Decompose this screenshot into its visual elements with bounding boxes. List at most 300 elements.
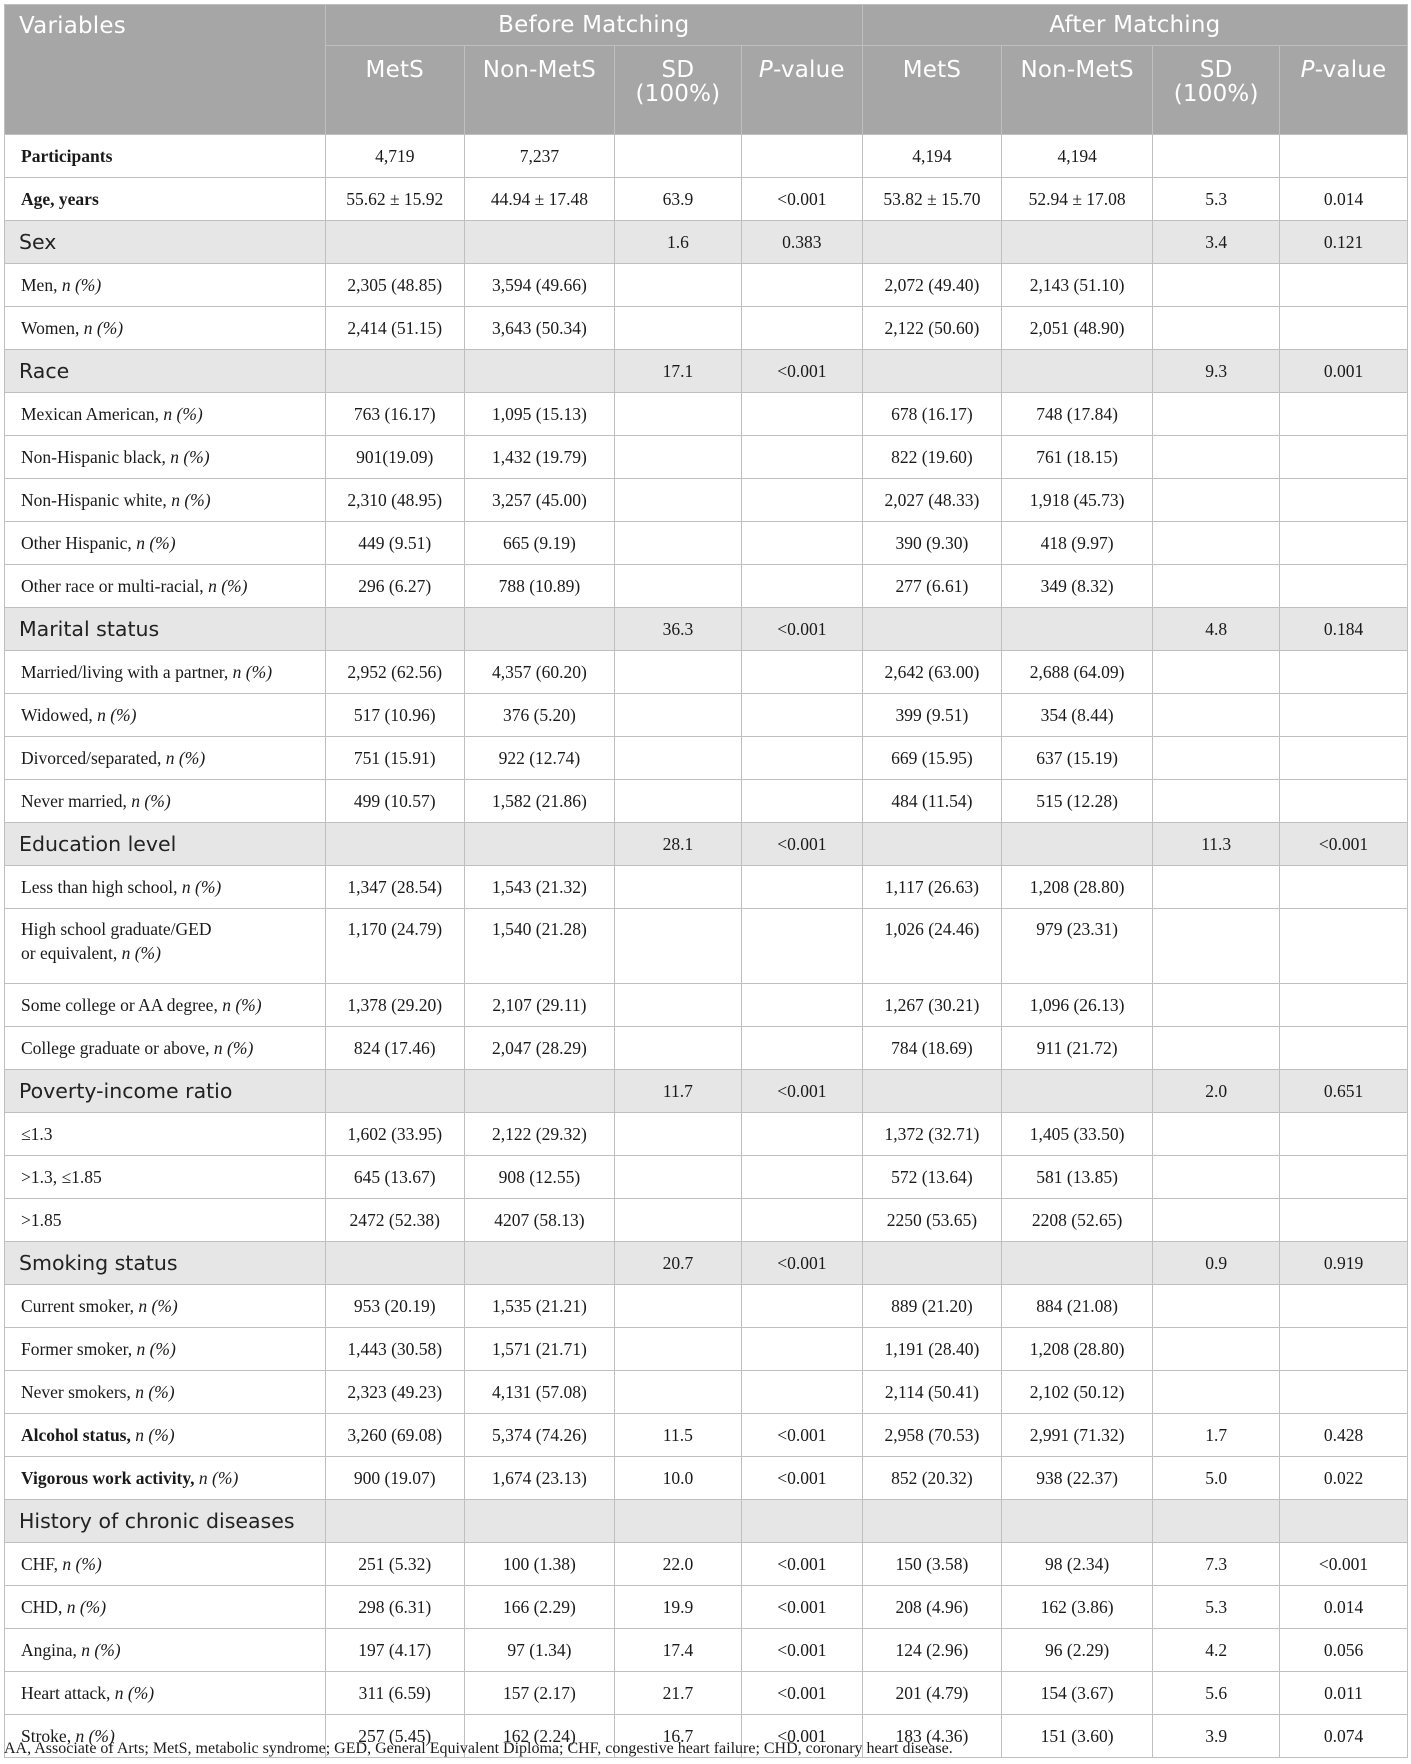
cell-sd-after: 0.9 bbox=[1153, 1242, 1280, 1285]
cell-mets-before: 2,952 (62.56) bbox=[325, 651, 464, 694]
table-row bbox=[5, 1113, 1408, 1156]
cell-nonmets-before: 1,095 (15.13) bbox=[464, 393, 614, 436]
cell-nonmets-before: 166 (2.29) bbox=[464, 1586, 614, 1629]
cell-nonmets-before: 1,432 (19.79) bbox=[464, 436, 614, 479]
cell-mets-before bbox=[325, 1242, 464, 1285]
cell-mets-before: 311 (6.59) bbox=[325, 1672, 464, 1715]
cell-sd-after bbox=[1153, 1199, 1280, 1242]
row-label-suffix: n (%) bbox=[222, 994, 262, 1015]
cell-p-before bbox=[741, 984, 862, 1027]
cell-p-after bbox=[1280, 1500, 1408, 1543]
cell-nonmets-after: 761 (18.15) bbox=[1001, 436, 1152, 479]
cell-mets-after: 277 (6.61) bbox=[862, 565, 1001, 608]
cell-nonmets-before: 908 (12.55) bbox=[464, 1156, 614, 1199]
cell-p-before: <0.001 bbox=[741, 1414, 862, 1457]
cell-sd-after bbox=[1153, 393, 1280, 436]
row-label-text: History of chronic diseases bbox=[19, 1509, 295, 1533]
cell-mets-after: 822 (19.60) bbox=[862, 436, 1001, 479]
cell-p-after: 0.014 bbox=[1280, 178, 1408, 221]
cell-p-before bbox=[741, 436, 862, 479]
row-label bbox=[5, 1328, 326, 1371]
cell-sd-after: 4.8 bbox=[1153, 608, 1280, 651]
row-label bbox=[5, 1414, 326, 1457]
row-label bbox=[5, 1070, 326, 1113]
cell-mets-after: 572 (13.64) bbox=[862, 1156, 1001, 1199]
cell-nonmets-after: 2,991 (71.32) bbox=[1001, 1414, 1152, 1457]
cell-sd-after: 9.3 bbox=[1153, 350, 1280, 393]
cell-nonmets-before: 3,643 (50.34) bbox=[464, 307, 614, 350]
cell-p-after: 0.184 bbox=[1280, 608, 1408, 651]
row-label-text: >1.85 bbox=[21, 1209, 62, 1230]
cell-p-after bbox=[1280, 1113, 1408, 1156]
row-label bbox=[5, 522, 326, 565]
section-row bbox=[5, 1070, 1408, 1113]
row-label-text: Poverty-income ratio bbox=[19, 1079, 233, 1103]
header-group-before: Before Matching bbox=[325, 5, 862, 46]
section-row bbox=[5, 221, 1408, 264]
table-row bbox=[5, 1457, 1408, 1500]
cell-mets-after: 852 (20.32) bbox=[862, 1457, 1001, 1500]
cell-sd-after: 3.9 bbox=[1153, 1715, 1280, 1758]
cell-mets-after: 2,958 (70.53) bbox=[862, 1414, 1001, 1457]
table-row bbox=[5, 307, 1408, 350]
cell-nonmets-after: 52.94 ± 17.08 bbox=[1001, 178, 1152, 221]
cell-mets-after: 1,117 (26.63) bbox=[862, 866, 1001, 909]
table-row bbox=[5, 479, 1408, 522]
row-label-suffix: n (%) bbox=[213, 1037, 254, 1058]
cell-mets-before: 2,323 (49.23) bbox=[325, 1371, 464, 1414]
table-row bbox=[5, 1285, 1408, 1328]
row-label bbox=[5, 1500, 326, 1543]
cell-p-after bbox=[1280, 393, 1408, 436]
cell-p-before: <0.001 bbox=[741, 1715, 862, 1758]
cell-mets-before: 900 (19.07) bbox=[325, 1457, 464, 1500]
row-label-text: Current smoker, bbox=[21, 1295, 139, 1316]
cell-nonmets-before bbox=[464, 608, 614, 651]
table-row bbox=[5, 264, 1408, 307]
cell-nonmets-before: 2,122 (29.32) bbox=[464, 1113, 614, 1156]
row-label-text: Mexican American, bbox=[21, 403, 164, 424]
cell-sd-after: 5.0 bbox=[1153, 1457, 1280, 1500]
cell-sd-before: 11.5 bbox=[615, 1414, 742, 1457]
cell-p-after bbox=[1280, 307, 1408, 350]
cell-nonmets-after bbox=[1001, 1070, 1152, 1113]
row-label bbox=[5, 737, 326, 780]
cell-nonmets-after: 1,405 (33.50) bbox=[1001, 1113, 1152, 1156]
row-label-text: ≤1.3 bbox=[21, 1123, 53, 1144]
row-label bbox=[5, 694, 326, 737]
cell-nonmets-before: 100 (1.38) bbox=[464, 1543, 614, 1586]
row-label-text: Other Hispanic, bbox=[21, 532, 137, 553]
cell-sd-before: 1.6 bbox=[615, 221, 742, 264]
cell-p-before bbox=[741, 393, 862, 436]
row-label-text: Non-Hispanic black, bbox=[21, 446, 171, 467]
cell-nonmets-before bbox=[464, 1500, 614, 1543]
cell-p-before bbox=[741, 1199, 862, 1242]
row-label-suffix: n (%) bbox=[170, 446, 210, 467]
cell-sd-after bbox=[1153, 565, 1280, 608]
cell-p-before: <0.001 bbox=[741, 178, 862, 221]
cell-sd-before: 20.7 bbox=[615, 1242, 742, 1285]
table-row bbox=[5, 1371, 1408, 1414]
row-label-suffix: n (%) bbox=[81, 1639, 121, 1660]
cell-mets-before: 517 (10.96) bbox=[325, 694, 464, 737]
cell-nonmets-before: 2,107 (29.11) bbox=[464, 984, 614, 1027]
cell-p-after: 0.428 bbox=[1280, 1414, 1408, 1457]
cell-sd-before bbox=[615, 1371, 742, 1414]
cell-nonmets-after: 151 (3.60) bbox=[1001, 1715, 1152, 1758]
cell-p-after bbox=[1280, 522, 1408, 565]
row-label-text: Heart attack, bbox=[21, 1682, 115, 1703]
section-row bbox=[5, 823, 1408, 866]
cell-mets-after bbox=[862, 221, 1001, 264]
cell-sd-before bbox=[615, 565, 742, 608]
row-label-suffix: n (%) bbox=[163, 403, 203, 424]
table-row bbox=[5, 1414, 1408, 1457]
row-label-text: Stroke, bbox=[21, 1725, 76, 1746]
cell-sd-after: 1.7 bbox=[1153, 1414, 1280, 1457]
row-label-text: Alcohol status, bbox=[21, 1424, 136, 1445]
cell-sd-before bbox=[615, 1328, 742, 1371]
cell-p-before: <0.001 bbox=[741, 1457, 862, 1500]
row-label bbox=[5, 866, 326, 909]
cell-mets-before: 251 (5.32) bbox=[325, 1543, 464, 1586]
cell-mets-after: 201 (4.79) bbox=[862, 1672, 1001, 1715]
cell-sd-after bbox=[1153, 866, 1280, 909]
row-label bbox=[5, 1156, 326, 1199]
cell-nonmets-after bbox=[1001, 608, 1152, 651]
row-label-suffix: n (%) bbox=[121, 943, 161, 963]
table-row bbox=[5, 1672, 1408, 1715]
cell-p-before: <0.001 bbox=[741, 1543, 862, 1586]
row-label-text: Smoking status bbox=[19, 1251, 178, 1275]
cell-mets-before: 55.62 ± 15.92 bbox=[325, 178, 464, 221]
cell-nonmets-after: 418 (9.97) bbox=[1001, 522, 1152, 565]
row-label bbox=[5, 1629, 326, 1672]
row-label bbox=[5, 1285, 326, 1328]
cell-sd-before: 36.3 bbox=[615, 608, 742, 651]
cell-sd-after bbox=[1153, 522, 1280, 565]
cell-p-before bbox=[741, 522, 862, 565]
cell-nonmets-after bbox=[1001, 1242, 1152, 1285]
cell-p-after: 0.011 bbox=[1280, 1672, 1408, 1715]
cell-sd-after: 5.6 bbox=[1153, 1672, 1280, 1715]
cell-mets-after: 399 (9.51) bbox=[862, 694, 1001, 737]
cell-p-before bbox=[741, 1027, 862, 1070]
cell-sd-after bbox=[1153, 909, 1280, 984]
row-label-suffix: n (%) bbox=[114, 1682, 155, 1703]
cell-mets-after bbox=[862, 350, 1001, 393]
cell-p-before: <0.001 bbox=[741, 608, 862, 651]
cell-sd-before bbox=[615, 307, 742, 350]
cell-p-after: 0.022 bbox=[1280, 1457, 1408, 1500]
row-label-suffix: n (%) bbox=[208, 575, 248, 596]
cell-sd-before bbox=[615, 393, 742, 436]
cell-sd-after bbox=[1153, 1027, 1280, 1070]
row-label-text: Vigorous work activity, bbox=[21, 1467, 199, 1488]
cell-p-before bbox=[741, 1328, 862, 1371]
cell-nonmets-after: 1,208 (28.80) bbox=[1001, 866, 1152, 909]
row-label bbox=[5, 307, 326, 350]
cell-sd-before: 19.9 bbox=[615, 1586, 742, 1629]
cell-nonmets-after: 515 (12.28) bbox=[1001, 780, 1152, 823]
row-label-text: Never smokers, bbox=[21, 1381, 136, 1402]
cell-sd-after bbox=[1153, 694, 1280, 737]
cell-sd-before bbox=[615, 436, 742, 479]
cell-p-after bbox=[1280, 1156, 1408, 1199]
cell-nonmets-after: 162 (3.86) bbox=[1001, 1586, 1152, 1629]
cell-mets-before bbox=[325, 1500, 464, 1543]
header-col-mets-after: MetS bbox=[862, 46, 1001, 135]
row-label bbox=[5, 264, 326, 307]
cell-nonmets-before bbox=[464, 1070, 614, 1113]
row-label bbox=[5, 1371, 326, 1414]
cell-sd-after bbox=[1153, 651, 1280, 694]
cell-nonmets-after: 98 (2.34) bbox=[1001, 1543, 1152, 1586]
cell-nonmets-before: 44.94 ± 17.48 bbox=[464, 178, 614, 221]
cell-sd-after bbox=[1153, 307, 1280, 350]
row-label-text: Married/living with a partner, bbox=[21, 661, 233, 682]
cell-mets-after: 4,194 bbox=[862, 135, 1001, 178]
cell-sd-after: 11.3 bbox=[1153, 823, 1280, 866]
cell-nonmets-after bbox=[1001, 350, 1152, 393]
row-label bbox=[5, 350, 326, 393]
row-label-suffix: n (%) bbox=[66, 1596, 107, 1617]
row-label-suffix: n (%) bbox=[165, 747, 206, 768]
cell-nonmets-after: 2,688 (64.09) bbox=[1001, 651, 1152, 694]
cell-sd-before bbox=[615, 264, 742, 307]
row-label-text: Sex bbox=[19, 230, 57, 254]
cell-mets-after: 183 (4.36) bbox=[862, 1715, 1001, 1758]
cell-nonmets-before: 1,582 (21.86) bbox=[464, 780, 614, 823]
cell-p-before: <0.001 bbox=[741, 1672, 862, 1715]
cell-mets-after: 124 (2.96) bbox=[862, 1629, 1001, 1672]
row-label bbox=[5, 823, 326, 866]
cell-sd-before bbox=[615, 1500, 742, 1543]
row-label-suffix: n (%) bbox=[136, 1338, 176, 1359]
table-row bbox=[5, 1629, 1408, 1672]
cell-nonmets-after: 2208 (52.65) bbox=[1001, 1199, 1152, 1242]
cell-nonmets-before: 97 (1.34) bbox=[464, 1629, 614, 1672]
cell-p-after: <0.001 bbox=[1280, 823, 1408, 866]
row-label-text: Education level bbox=[19, 832, 177, 856]
row-label bbox=[5, 1543, 326, 1586]
cell-mets-before: 3,260 (69.08) bbox=[325, 1414, 464, 1457]
section-row bbox=[5, 350, 1408, 393]
cell-p-after bbox=[1280, 866, 1408, 909]
row-label-text: Participants bbox=[21, 145, 113, 166]
row-label-text: Former smoker, bbox=[21, 1338, 137, 1359]
cell-p-before bbox=[741, 909, 862, 984]
cell-sd-before bbox=[615, 1156, 742, 1199]
row-label bbox=[5, 1027, 326, 1070]
cell-p-after bbox=[1280, 737, 1408, 780]
cell-sd-after bbox=[1153, 135, 1280, 178]
cell-sd-before: 11.7 bbox=[615, 1070, 742, 1113]
cell-mets-after: 208 (4.96) bbox=[862, 1586, 1001, 1629]
cell-mets-after: 678 (16.17) bbox=[862, 393, 1001, 436]
row-label-text: CHF, bbox=[21, 1553, 63, 1574]
cell-p-before bbox=[741, 651, 862, 694]
row-label bbox=[5, 479, 326, 522]
table-row bbox=[5, 522, 1408, 565]
cell-p-after bbox=[1280, 1328, 1408, 1371]
cell-sd-before bbox=[615, 1285, 742, 1328]
row-label-text: Divorced/separated, bbox=[21, 747, 166, 768]
cell-mets-before: 824 (17.46) bbox=[325, 1027, 464, 1070]
row-label-text: Less than high school, bbox=[21, 876, 182, 897]
row-label bbox=[5, 1457, 326, 1500]
table-row bbox=[5, 694, 1408, 737]
cell-nonmets-before: 157 (2.17) bbox=[464, 1672, 614, 1715]
cell-mets-after bbox=[862, 823, 1001, 866]
row-label-text: CHD, bbox=[21, 1596, 67, 1617]
table-row bbox=[5, 135, 1408, 178]
row-label-suffix: n (%) bbox=[135, 1381, 175, 1402]
cell-nonmets-after: 1,096 (26.13) bbox=[1001, 984, 1152, 1027]
cell-nonmets-before: 1,543 (21.32) bbox=[464, 866, 614, 909]
cell-p-before bbox=[741, 780, 862, 823]
cell-mets-after: 390 (9.30) bbox=[862, 522, 1001, 565]
table-footnote: AA, Associate of Arts; MetS, metabolic syndrome; GED, General Equivalent Diploma; CHF, congestive heart failure; CHD, coronary heart disease. bbox=[4, 1740, 953, 1757]
row-label bbox=[5, 1113, 326, 1156]
cell-sd-after: 5.3 bbox=[1153, 178, 1280, 221]
cell-p-before bbox=[741, 1285, 862, 1328]
cell-p-after bbox=[1280, 1027, 1408, 1070]
cell-mets-before: 901(19.09) bbox=[325, 436, 464, 479]
header-col-p-value-after: P-value bbox=[1280, 46, 1408, 135]
cell-mets-after bbox=[862, 608, 1001, 651]
cell-mets-before: 197 (4.17) bbox=[325, 1629, 464, 1672]
table-row bbox=[5, 393, 1408, 436]
cell-nonmets-after: 2,143 (51.10) bbox=[1001, 264, 1152, 307]
cell-mets-before: 296 (6.27) bbox=[325, 565, 464, 608]
cell-p-after: 0.001 bbox=[1280, 350, 1408, 393]
cell-p-after bbox=[1280, 436, 1408, 479]
cell-nonmets-before: 788 (10.89) bbox=[464, 565, 614, 608]
cell-p-after bbox=[1280, 1199, 1408, 1242]
section-row bbox=[5, 1242, 1408, 1285]
cell-p-after: 0.919 bbox=[1280, 1242, 1408, 1285]
cell-mets-after bbox=[862, 1242, 1001, 1285]
cell-sd-after bbox=[1153, 1285, 1280, 1328]
cell-mets-before: 1,443 (30.58) bbox=[325, 1328, 464, 1371]
table-row bbox=[5, 737, 1408, 780]
cell-nonmets-after: 911 (21.72) bbox=[1001, 1027, 1152, 1070]
cell-sd-before bbox=[615, 984, 742, 1027]
cell-p-before: <0.001 bbox=[741, 1070, 862, 1113]
cell-mets-before: 645 (13.67) bbox=[325, 1156, 464, 1199]
cell-sd-before bbox=[615, 522, 742, 565]
row-label bbox=[5, 436, 326, 479]
cell-p-after bbox=[1280, 780, 1408, 823]
header-col-non-mets-before: Non-MetS bbox=[464, 46, 614, 135]
baseline-characteristics-table bbox=[4, 4, 1408, 1758]
cell-p-before bbox=[741, 694, 862, 737]
table-row bbox=[5, 1199, 1408, 1242]
row-label-suffix: n (%) bbox=[83, 317, 124, 338]
row-label-text: Marital status bbox=[19, 617, 160, 641]
row-label bbox=[5, 651, 326, 694]
cell-sd-after bbox=[1153, 1328, 1280, 1371]
cell-sd-before bbox=[615, 780, 742, 823]
table-row bbox=[5, 984, 1408, 1027]
cell-p-after bbox=[1280, 1285, 1408, 1328]
cell-sd-before bbox=[615, 479, 742, 522]
table-row bbox=[5, 651, 1408, 694]
cell-sd-after bbox=[1153, 1113, 1280, 1156]
cell-mets-after: 484 (11.54) bbox=[862, 780, 1001, 823]
cell-nonmets-after: 748 (17.84) bbox=[1001, 393, 1152, 436]
row-label-text: College graduate or above, bbox=[21, 1037, 214, 1058]
table-row bbox=[5, 178, 1408, 221]
cell-mets-before: 751 (15.91) bbox=[325, 737, 464, 780]
cell-p-after bbox=[1280, 479, 1408, 522]
row-label bbox=[5, 608, 326, 651]
cell-nonmets-after bbox=[1001, 1500, 1152, 1543]
cell-p-after: 0.056 bbox=[1280, 1629, 1408, 1672]
table-row bbox=[5, 1586, 1408, 1629]
row-label bbox=[5, 1586, 326, 1629]
cell-p-after bbox=[1280, 909, 1408, 984]
cell-sd-before: 28.1 bbox=[615, 823, 742, 866]
row-label-text: Race bbox=[19, 359, 70, 383]
cell-nonmets-before: 665 (9.19) bbox=[464, 522, 614, 565]
cell-mets-before: 2,414 (51.15) bbox=[325, 307, 464, 350]
cell-p-after bbox=[1280, 264, 1408, 307]
table-body bbox=[5, 135, 1408, 1758]
cell-mets-before: 499 (10.57) bbox=[325, 780, 464, 823]
cell-nonmets-before: 2,047 (28.29) bbox=[464, 1027, 614, 1070]
cell-sd-before bbox=[615, 135, 742, 178]
cell-mets-before bbox=[325, 350, 464, 393]
cell-p-before bbox=[741, 307, 862, 350]
cell-nonmets-after bbox=[1001, 221, 1152, 264]
cell-nonmets-after: 1,918 (45.73) bbox=[1001, 479, 1152, 522]
cell-mets-before bbox=[325, 221, 464, 264]
cell-sd-after bbox=[1153, 1371, 1280, 1414]
cell-p-before bbox=[741, 264, 862, 307]
cell-p-before bbox=[741, 479, 862, 522]
row-label-text: >1.3, ≤1.85 bbox=[21, 1166, 102, 1187]
row-label-suffix: n (%) bbox=[97, 704, 137, 725]
cell-sd-before: 22.0 bbox=[615, 1543, 742, 1586]
cell-p-before: <0.001 bbox=[741, 350, 862, 393]
cell-mets-after: 1,191 (28.40) bbox=[862, 1328, 1001, 1371]
cell-mets-before: 449 (9.51) bbox=[325, 522, 464, 565]
cell-nonmets-after: 581 (13.85) bbox=[1001, 1156, 1152, 1199]
row-label bbox=[5, 909, 326, 984]
row-label-suffix: n (%) bbox=[232, 661, 273, 682]
cell-nonmets-before: 1,540 (21.28) bbox=[464, 909, 614, 984]
cell-p-before bbox=[741, 565, 862, 608]
table-row bbox=[5, 1328, 1408, 1371]
cell-mets-before: 953 (20.19) bbox=[325, 1285, 464, 1328]
cell-nonmets-after bbox=[1001, 823, 1152, 866]
table-row bbox=[5, 436, 1408, 479]
cell-mets-after: 2250 (53.65) bbox=[862, 1199, 1001, 1242]
cell-sd-after bbox=[1153, 264, 1280, 307]
cell-p-after bbox=[1280, 984, 1408, 1027]
cell-mets-before: 2,310 (48.95) bbox=[325, 479, 464, 522]
table-row bbox=[5, 1027, 1408, 1070]
row-label bbox=[5, 1199, 326, 1242]
cell-nonmets-after: 1,208 (28.80) bbox=[1001, 1328, 1152, 1371]
row-label-text: Men, bbox=[21, 274, 62, 295]
cell-nonmets-before: 4,357 (60.20) bbox=[464, 651, 614, 694]
cell-nonmets-before: 376 (5.20) bbox=[464, 694, 614, 737]
cell-p-before bbox=[741, 1113, 862, 1156]
